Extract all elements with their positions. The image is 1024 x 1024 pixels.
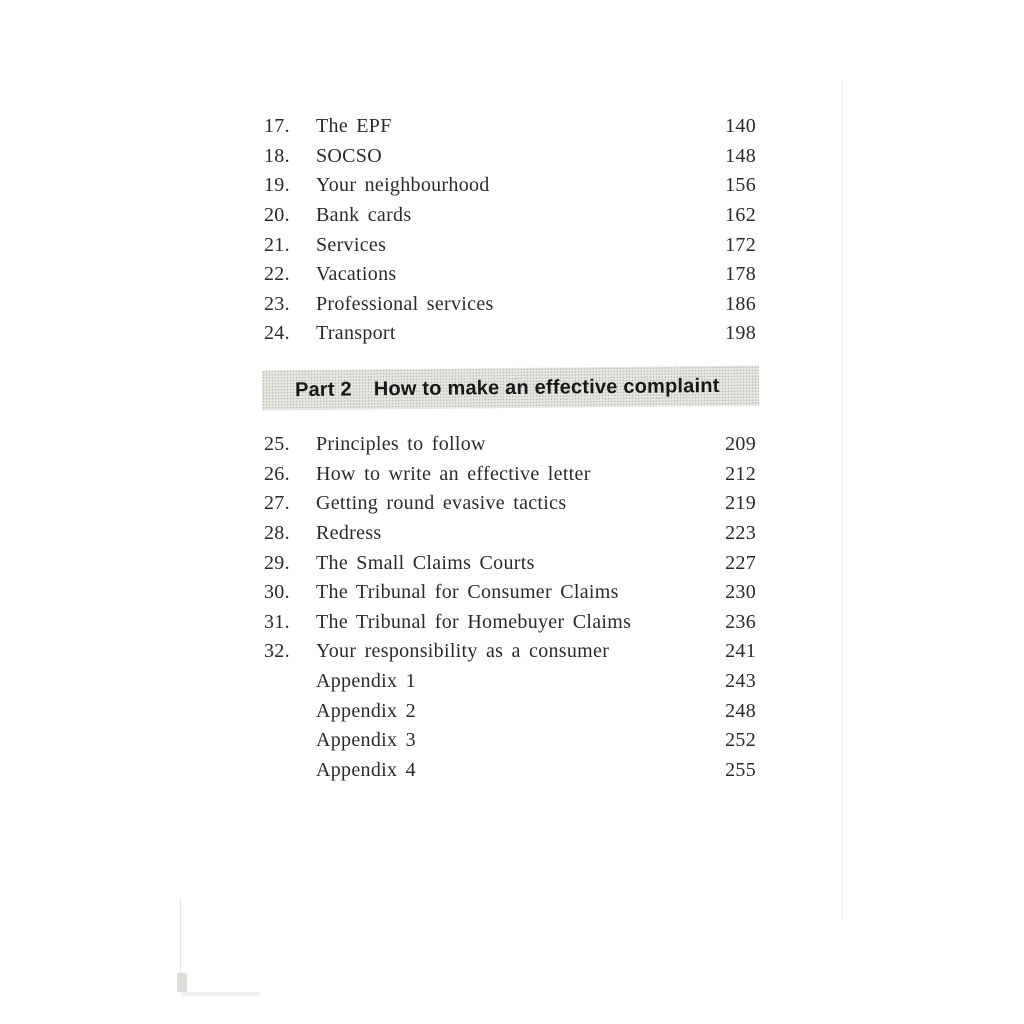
- page-number: 178: [725, 263, 756, 286]
- chapter-number: 27.: [264, 492, 290, 515]
- toc-row: [264, 578, 756, 608]
- page-number: 241: [725, 640, 756, 663]
- page-number: 248: [725, 699, 756, 722]
- chapter-number: 25.: [264, 433, 290, 455]
- chapter-number: 17.: [264, 115, 290, 137]
- toc-row: [264, 460, 756, 490]
- chapter-title: Your responsibility as a consumer: [316, 640, 610, 663]
- part2-title: How to make an effective complaint: [373, 374, 720, 400]
- chapter-title: SOCSO: [316, 144, 382, 167]
- page-number: 162: [725, 203, 756, 226]
- toc-row: [264, 142, 756, 172]
- appendix-row: [264, 667, 756, 697]
- toc-row: [264, 489, 756, 519]
- chapter-number: 28.: [264, 521, 290, 544]
- toc-section-part1: [264, 112, 756, 349]
- chapter-number: 19.: [264, 174, 290, 197]
- toc-row: [264, 290, 756, 320]
- chapter-number: 18.: [264, 144, 290, 167]
- toc-row: [264, 549, 756, 579]
- toc-row: [264, 319, 756, 349]
- chapter-number: 22.: [264, 263, 290, 286]
- chapter-title: The Tribunal for Consumer Claims: [316, 581, 619, 604]
- appendix-title: Appendix 4: [316, 759, 416, 782]
- toc-row: [264, 231, 756, 261]
- toc-row: [264, 260, 756, 290]
- page-number: 223: [725, 521, 756, 544]
- chapter-title: The EPF: [316, 115, 392, 137]
- chapter-title: Your neighbourhood: [316, 174, 490, 197]
- page-number: 255: [725, 759, 756, 782]
- page-number: 172: [725, 233, 756, 256]
- chapter-number: 32.: [264, 640, 290, 663]
- appendix-row: [264, 756, 756, 786]
- page-number: 140: [725, 115, 756, 137]
- toc-row: [264, 201, 756, 231]
- chapter-number: 23.: [264, 292, 290, 315]
- toc-row: [264, 608, 756, 638]
- page-number: 148: [725, 144, 756, 167]
- page-number: 252: [725, 729, 756, 752]
- toc-row: [264, 430, 756, 460]
- chapter-number: 24.: [264, 322, 290, 345]
- chapter-title: Professional services: [316, 292, 494, 315]
- page-number: 219: [725, 492, 756, 515]
- toc-row: [264, 112, 756, 142]
- page-number: 186: [725, 292, 756, 315]
- scan-smudge-shadow: [182, 992, 260, 996]
- page-number: 198: [725, 322, 756, 345]
- appendix-title: Appendix 2: [316, 699, 416, 722]
- appendix-title: Appendix 1: [316, 670, 416, 693]
- chapter-title: The Small Claims Courts: [316, 551, 535, 574]
- chapter-title: Principles to follow: [316, 433, 486, 455]
- chapter-number: 26.: [264, 462, 290, 485]
- scan-smudge-mark: [177, 973, 187, 992]
- chapter-title: Bank cards: [316, 203, 412, 226]
- chapter-number: 29.: [264, 551, 290, 574]
- part2-label: Part 2: [294, 378, 352, 401]
- chapter-title: The Tribunal for Homebuyer Claims: [316, 610, 632, 633]
- chapter-title: Transport: [316, 322, 396, 345]
- chapter-number: 21.: [264, 233, 290, 256]
- toc-row: [264, 637, 756, 667]
- appendix-row: [264, 697, 756, 727]
- toc-row: [264, 171, 756, 201]
- chapter-title: How to write an effective letter: [316, 462, 591, 485]
- chapter-title: Getting round evasive tactics: [316, 492, 567, 515]
- appendix-title: Appendix 3: [316, 729, 416, 752]
- chapter-title: Redress: [316, 521, 382, 544]
- chapter-title: Vacations: [316, 263, 397, 286]
- scan-edge-right: [842, 80, 843, 920]
- page-number: 243: [725, 670, 756, 693]
- page-number: 227: [725, 551, 756, 574]
- chapter-number: 20.: [264, 203, 290, 226]
- page-number: 156: [725, 174, 756, 197]
- part2-banner: [262, 366, 759, 411]
- appendix-row: [264, 726, 756, 756]
- page-number: 209: [725, 433, 756, 455]
- chapter-title: Services: [316, 233, 387, 256]
- page-number: 236: [725, 610, 756, 633]
- page-number: 212: [725, 462, 756, 485]
- page-number: 230: [725, 581, 756, 604]
- toc-section-part2: [264, 430, 756, 786]
- toc-row: [264, 519, 756, 549]
- chapter-number: 30.: [264, 581, 290, 604]
- chapter-number: 31.: [264, 610, 290, 633]
